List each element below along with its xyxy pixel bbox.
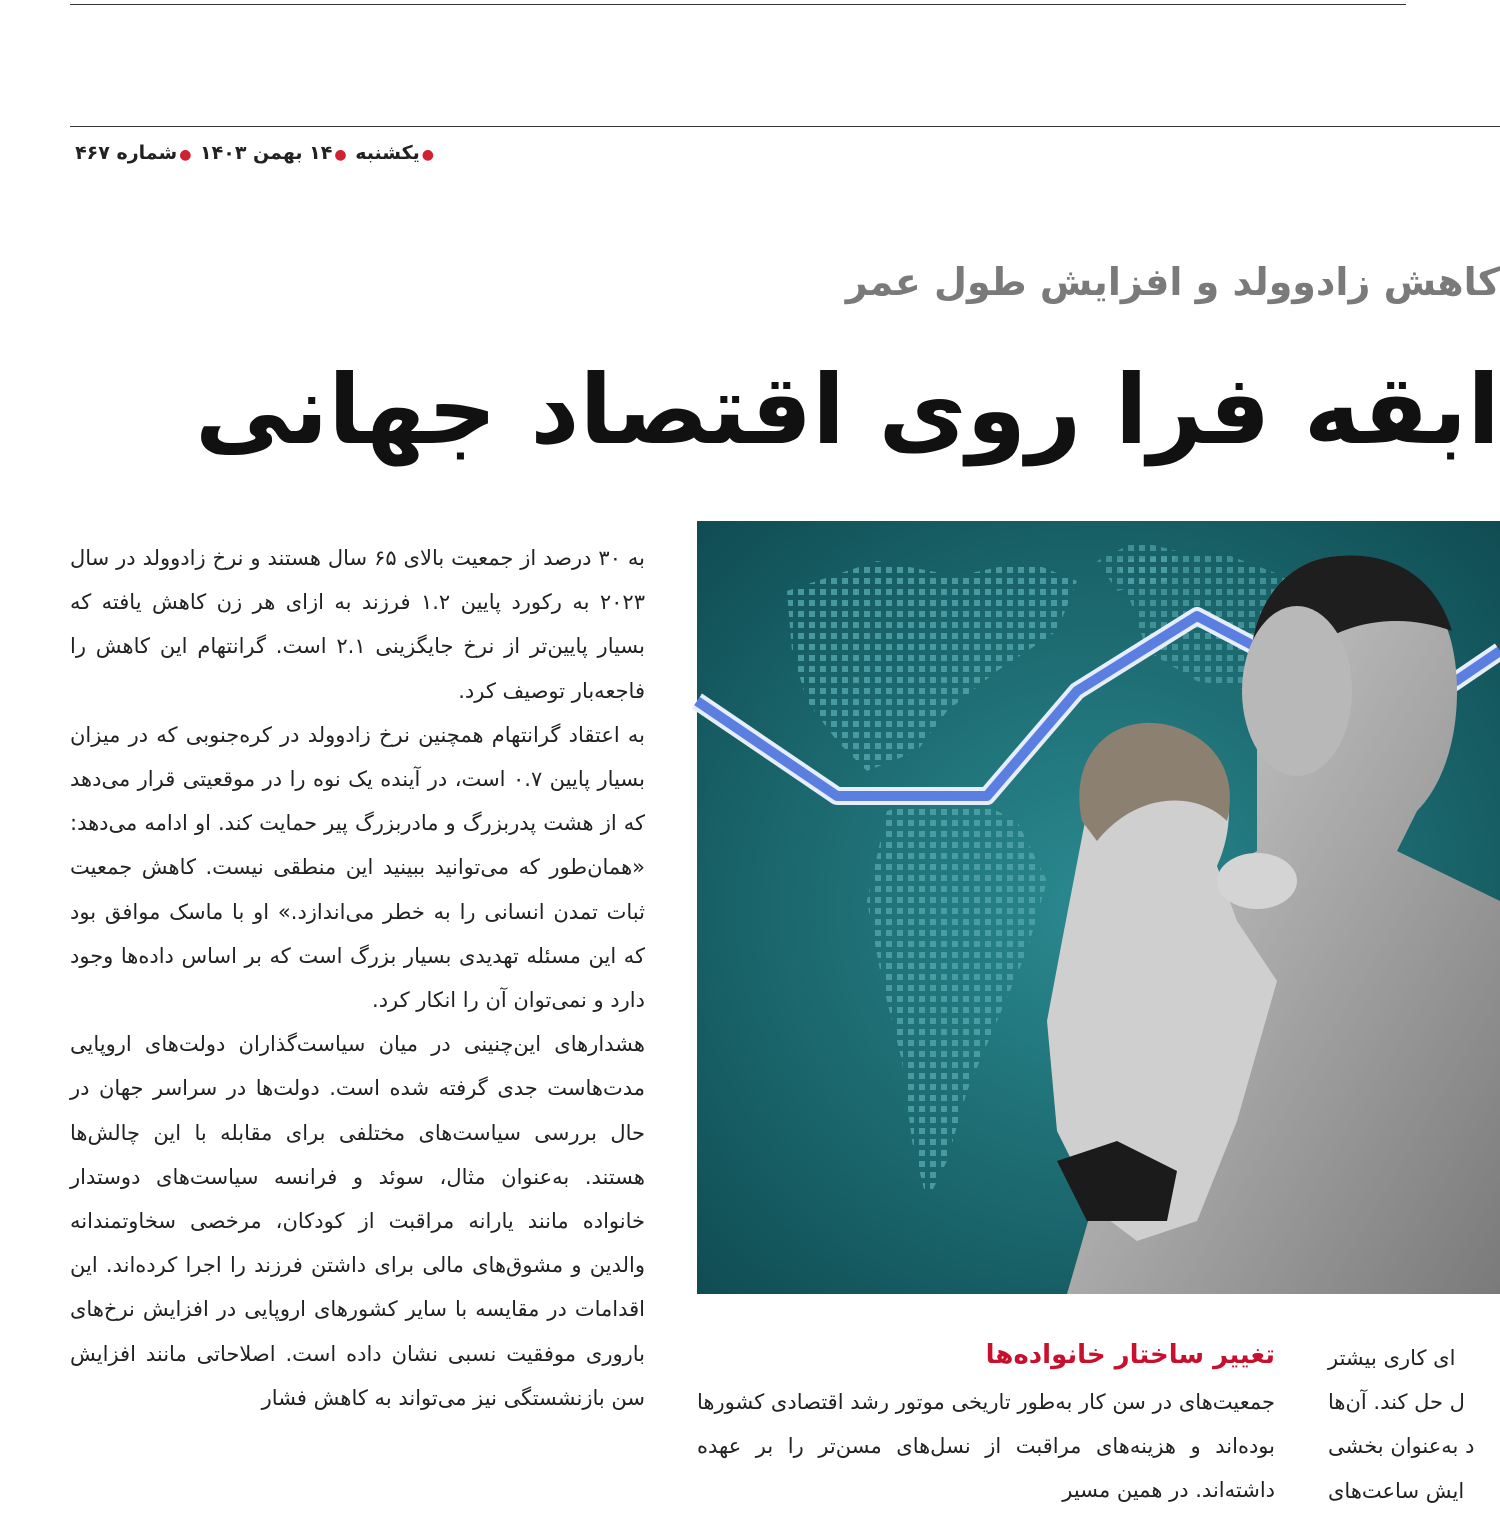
top-rule (70, 4, 1406, 5)
article-kicker: کاهش زادوولد و افزایش طول عمر (845, 260, 1500, 304)
dateline (70, 138, 436, 168)
article-body-middle-column: جمعیت‌های در سن کار به‌طور تاریخی موتور رشد اقتصادی کشورها بوده‌اند و هزینه‌های مراقبت از نسل‌های مسن‌تر را بر عهده داشته‌اند. در همین مسیر (697, 1390, 1275, 1503)
article-headline: ابقه فرا روی اقتصاد جهانی (195, 354, 1500, 466)
masthead-rule (70, 126, 1500, 127)
body-paragraph-2: به اعتقاد گرانتهام همچنین نرخ زادوولد در کره‌جنوبی که در میزان بسیار پایین ۰.۷ است، در آینده یک نوه را در موقعیتی قرار می‌دهد که از هشت پدربزرگ و مادربزرگ پیر حمایت کند. او ادامه می‌دهد: «همان‌طور که می‌توانید ببینید این منطقی نیست. کاهش جمعیت ثبات تمدن انسانی را به خطر می‌اندازد.» او با ماسک موافق بود که این مسئله تهدیدی بسیار بزرگ است که بر اساس داده‌ها وجود دارد و نمی‌توان آن را انکار کرد. (70, 722, 645, 1013)
dateline-issue: شماره ۴۶۷ (75, 142, 178, 164)
father-child-map-chart-photo-icon (697, 521, 1500, 1294)
left-column-line: ای کاری بیشتر (1328, 1346, 1456, 1370)
article-body-right-column (70, 536, 645, 1517)
dateline-day: یکشنبه (355, 142, 420, 164)
left-column-line: ایش ساعت‌های (1328, 1478, 1465, 1503)
body-paragraph-3: هشدارهای این‌چنینی در میان سیاست‌گذاران دولت‌های اروپایی مدت‌هاست جدی گرفته شده است. دولت‌ها در سراسر جهان در حال بررسی سیاست‌های مختلفی برای مقابله با این چالش‌ها هستند. به‌عنوان مثال، سوئد و فرانسه سیاست‌های دوستدار خانواده مانند یارانه مراقبت از کودکان، مرخصی سخاوتمندانه والدین و مشوق‌های مالی برای داشتن فرزند را اجرا کرده‌اند. این اقدامات در مقایسه با سایر کشورهای اروپایی در افزایش نرخ‌های باروری موفقیت نسبی نشان داده است. اصلاحاتی مانند افزایش سن بازنشستگی نیز می‌تواند به کاهش فشار (70, 1032, 645, 1410)
article-body-left-column (1328, 1336, 1500, 1517)
body-paragraph-1: به ۳۰ درصد از جمعیت بالای ۶۵ سال هستند و نرخ زادوولد در سال ۲۰۲۳ به رکورد پایین ۱.۲ فرزند به ازای هر زن کاهش یافته که بسیار پایین‌تر از نرخ جایگزینی ۲.۱ است. گرانتهام این کاهش را فاجعه‌بار توصیف کرد. (70, 546, 646, 703)
left-column-line: د به‌عنوان بخشی (1328, 1434, 1475, 1459)
left-column-line: ل حل کند. آن‌ها (1328, 1390, 1465, 1415)
section-subheading: تغییر ساختار خانواده‌ها (985, 1340, 1275, 1370)
dateline-date: ۱۴ بهمن ۱۴۰۳ (200, 142, 333, 164)
bullet-icon: ● (421, 147, 434, 163)
bullet-icon: ● (179, 147, 192, 163)
bullet-icon: ● (334, 147, 347, 163)
article-photo (697, 521, 1500, 1294)
